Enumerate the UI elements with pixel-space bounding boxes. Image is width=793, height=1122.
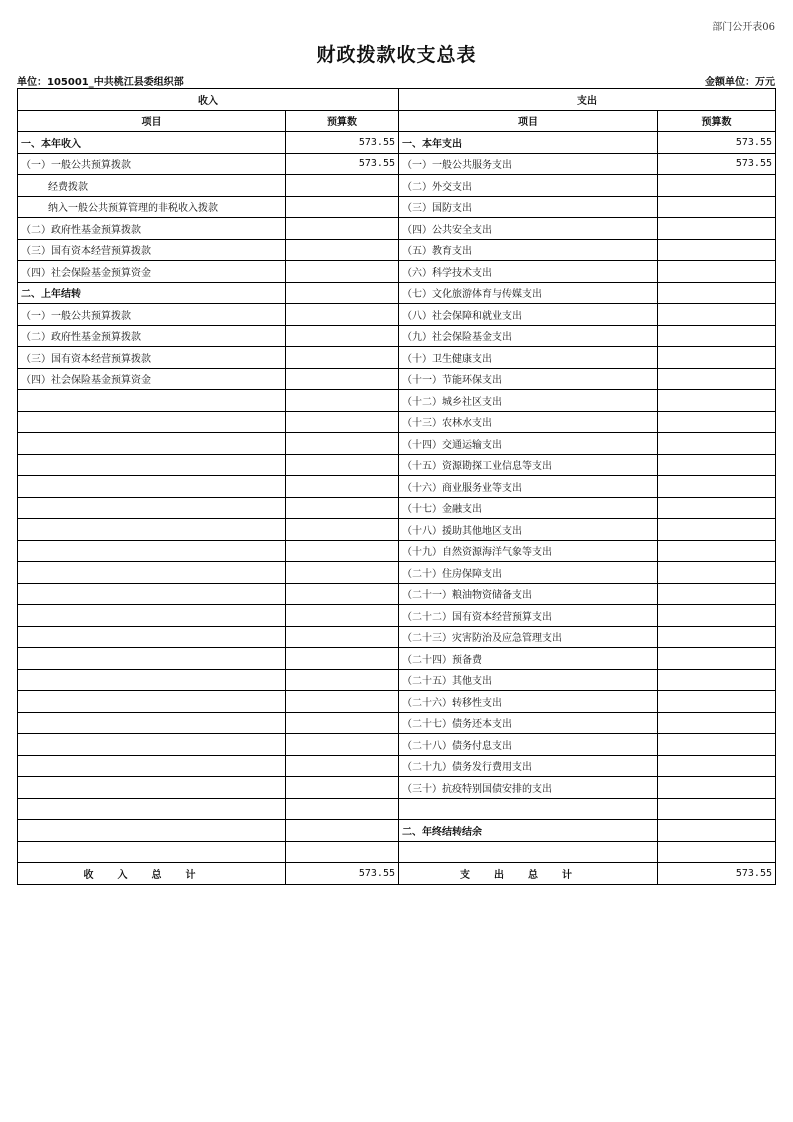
- table-row: [18, 519, 776, 541]
- expense-item-cell: （一）一般公共服务支出: [399, 153, 658, 175]
- expense-budget-cell: [658, 196, 776, 218]
- income-budget-cell: [286, 454, 399, 476]
- table-row: [18, 304, 776, 326]
- table-row: [18, 433, 776, 455]
- table-row: [18, 368, 776, 390]
- income-item-header: 项目: [18, 110, 286, 132]
- income-budget-cell: 573.55: [286, 132, 399, 154]
- table-row: [18, 798, 776, 820]
- expense-item-cell: （四）公共安全支出: [399, 218, 658, 240]
- expense-budget-cell: [658, 218, 776, 240]
- table-row: [18, 175, 776, 197]
- expense-item-cell: [399, 798, 658, 820]
- amount-unit-label: 金额单位：万元: [705, 77, 775, 88]
- expense-budget-cell: [658, 562, 776, 584]
- income-budget-cell: [286, 669, 399, 691]
- column-header-row: [18, 110, 776, 132]
- expense-item-cell: （十七）金融支出: [399, 497, 658, 519]
- income-item-cell: 一、本年收入: [18, 132, 286, 154]
- expense-item-cell: （二十六）转移性支出: [399, 691, 658, 713]
- table-row: [18, 669, 776, 691]
- income-budget-cell: [286, 755, 399, 777]
- income-item-cell: [18, 841, 286, 863]
- expense-budget-cell: [658, 540, 776, 562]
- expense-item-cell: （十一）节能环保支出: [399, 368, 658, 390]
- income-budget-cell: [286, 841, 399, 863]
- expense-budget-cell: [658, 390, 776, 412]
- table-row: [18, 820, 776, 842]
- table-row: [18, 347, 776, 369]
- expense-budget-cell: [658, 798, 776, 820]
- expense-item-cell: （十八）援助其他地区支出: [399, 519, 658, 541]
- income-budget-cell: [286, 540, 399, 562]
- income-budget-cell: [286, 368, 399, 390]
- table-row: [18, 626, 776, 648]
- income-budget-header: 预算数: [286, 110, 399, 132]
- form-code: 部门公开表06: [712, 22, 775, 33]
- income-item-cell: [18, 583, 286, 605]
- income-budget-cell: [286, 605, 399, 627]
- table-row: [18, 712, 776, 734]
- expense-item-cell: （十五）资源勘探工业信息等支出: [399, 454, 658, 476]
- expense-section-header: 支出: [399, 89, 776, 111]
- expense-budget-cell: [658, 648, 776, 670]
- expense-item-cell: 一、本年支出: [399, 132, 658, 154]
- income-item-cell: [18, 691, 286, 713]
- expense-item-header: 项目: [399, 110, 658, 132]
- income-budget-cell: [286, 261, 399, 283]
- expense-item-cell: （二十）住房保障支出: [399, 562, 658, 584]
- income-item-cell: （二）政府性基金预算拨款: [18, 325, 286, 347]
- table-row: [18, 648, 776, 670]
- expense-item-cell: 二、年终结转结余: [399, 820, 658, 842]
- income-budget-cell: 573.55: [286, 153, 399, 175]
- income-item-cell: [18, 755, 286, 777]
- table-row: [18, 755, 776, 777]
- income-item-cell: （三）国有资本经营预算拨款: [18, 239, 286, 261]
- income-item-cell: [18, 798, 286, 820]
- income-item-cell: （四）社会保险基金预算资金: [18, 368, 286, 390]
- page-title: 财政拨款收支总表: [316, 44, 477, 66]
- expense-total-label: 支出总计: [399, 863, 658, 885]
- income-item-cell: [18, 605, 286, 627]
- expense-item-cell: （五）教育支出: [399, 239, 658, 261]
- expense-budget-cell: [658, 304, 776, 326]
- expense-budget-cell: [658, 691, 776, 713]
- income-section-header: 收入: [18, 89, 399, 111]
- report-meta: [17, 73, 775, 88]
- table-body: [18, 132, 776, 863]
- expense-budget-cell: [658, 626, 776, 648]
- expense-budget-cell: 573.55: [658, 132, 776, 154]
- expense-item-cell: （二十二）国有资本经营预算支出: [399, 605, 658, 627]
- expense-item-cell: （二十五）其他支出: [399, 669, 658, 691]
- expense-item-cell: （十六）商业服务业等支出: [399, 476, 658, 498]
- expense-budget-header: 预算数: [658, 110, 776, 132]
- expense-item-cell: （二十三）灾害防治及应急管理支出: [399, 626, 658, 648]
- expense-item-cell: （二）外交支出: [399, 175, 658, 197]
- income-budget-cell: [286, 519, 399, 541]
- income-item-cell: （二）政府性基金预算拨款: [18, 218, 286, 240]
- expense-budget-cell: 573.55: [658, 153, 776, 175]
- income-item-cell: [18, 540, 286, 562]
- section-header-row: [18, 89, 776, 111]
- income-budget-cell: [286, 390, 399, 412]
- expense-item-cell: （三十）抗疫特别国债安排的支出: [399, 777, 658, 799]
- table-row: [18, 497, 776, 519]
- expense-item-cell: （八）社会保障和就业支出: [399, 304, 658, 326]
- income-budget-cell: [286, 325, 399, 347]
- income-item-cell: [18, 777, 286, 799]
- expense-budget-cell: [658, 433, 776, 455]
- income-item-cell: [18, 390, 286, 412]
- expense-budget-cell: [658, 261, 776, 283]
- income-budget-cell: [286, 820, 399, 842]
- expense-item-cell: （十）卫生健康支出: [399, 347, 658, 369]
- expense-budget-cell: [658, 325, 776, 347]
- income-item-cell: [18, 519, 286, 541]
- expense-total-value: 573.55: [658, 863, 776, 885]
- table-row: [18, 196, 776, 218]
- table-row: [18, 390, 776, 412]
- table-row: [18, 691, 776, 713]
- table-row: [18, 605, 776, 627]
- table-row: [18, 411, 776, 433]
- table-row: [18, 476, 776, 498]
- expense-item-cell: [399, 841, 658, 863]
- income-budget-cell: [286, 648, 399, 670]
- income-total-value: 573.55: [286, 863, 399, 885]
- income-item-cell: 纳入一般公共预算管理的非税收入拨款: [18, 196, 286, 218]
- expense-budget-cell: [658, 712, 776, 734]
- table-row: [18, 734, 776, 756]
- income-budget-cell: [286, 347, 399, 369]
- income-budget-cell: [286, 218, 399, 240]
- income-item-cell: [18, 712, 286, 734]
- income-item-cell: [18, 626, 286, 648]
- table-row: [18, 325, 776, 347]
- income-item-cell: [18, 562, 286, 584]
- expense-item-cell: （六）科学技术支出: [399, 261, 658, 283]
- expense-item-cell: （三）国防支出: [399, 196, 658, 218]
- expense-item-cell: （十四）交通运输支出: [399, 433, 658, 455]
- income-budget-cell: [286, 476, 399, 498]
- expense-budget-cell: [658, 497, 776, 519]
- income-budget-cell: [286, 626, 399, 648]
- table-row: [18, 282, 776, 304]
- income-item-cell: [18, 648, 286, 670]
- expense-item-cell: （七）文化旅游体育与传媒支出: [399, 282, 658, 304]
- income-budget-cell: [286, 411, 399, 433]
- expense-item-cell: （二十八）债务付息支出: [399, 734, 658, 756]
- expense-item-cell: （二十四）预备费: [399, 648, 658, 670]
- income-item-cell: [18, 669, 286, 691]
- expense-budget-cell: [658, 583, 776, 605]
- table-row: [18, 261, 776, 283]
- expense-item-cell: （十二）城乡社区支出: [399, 390, 658, 412]
- expense-budget-cell: [658, 605, 776, 627]
- table-row: [18, 540, 776, 562]
- income-budget-cell: [286, 562, 399, 584]
- table-row: [18, 218, 776, 240]
- income-item-cell: [18, 411, 286, 433]
- expense-budget-cell: [658, 454, 776, 476]
- income-total-label: 收入总计: [18, 863, 286, 885]
- income-item-cell: [18, 734, 286, 756]
- income-item-cell: （四）社会保险基金预算资金: [18, 261, 286, 283]
- income-budget-cell: [286, 239, 399, 261]
- expense-budget-cell: [658, 669, 776, 691]
- expense-budget-cell: [658, 820, 776, 842]
- expense-budget-cell: [658, 476, 776, 498]
- fiscal-summary-table: [17, 88, 776, 885]
- income-budget-cell: [286, 712, 399, 734]
- table-row: [18, 132, 776, 154]
- expense-item-cell: （二十一）粮油物资储备支出: [399, 583, 658, 605]
- income-budget-cell: [286, 196, 399, 218]
- income-item-cell: 经费拨款: [18, 175, 286, 197]
- income-budget-cell: [286, 304, 399, 326]
- income-budget-cell: [286, 433, 399, 455]
- income-budget-cell: [286, 497, 399, 519]
- income-item-cell: （一）一般公共预算拨款: [18, 304, 286, 326]
- expense-budget-cell: [658, 519, 776, 541]
- income-item-cell: [18, 476, 286, 498]
- unit-label: 单位：105001_中共桃江县委组织部: [17, 77, 184, 88]
- expense-budget-cell: [658, 411, 776, 433]
- expense-budget-cell: [658, 239, 776, 261]
- income-item-cell: [18, 454, 286, 476]
- table-row: [18, 562, 776, 584]
- expense-budget-cell: [658, 347, 776, 369]
- income-budget-cell: [286, 777, 399, 799]
- expense-budget-cell: [658, 777, 776, 799]
- table-row: [18, 841, 776, 863]
- income-item-cell: （三）国有资本经营预算拨款: [18, 347, 286, 369]
- income-item-cell: 二、上年结转: [18, 282, 286, 304]
- table-row: [18, 239, 776, 261]
- expense-budget-cell: [658, 734, 776, 756]
- table-row: [18, 153, 776, 175]
- expense-item-cell: （二十九）债务发行费用支出: [399, 755, 658, 777]
- income-budget-cell: [286, 282, 399, 304]
- expense-item-cell: （二十七）债务还本支出: [399, 712, 658, 734]
- expense-item-cell: （九）社会保险基金支出: [399, 325, 658, 347]
- income-item-cell: [18, 497, 286, 519]
- table-row: [18, 777, 776, 799]
- income-budget-cell: [286, 583, 399, 605]
- expense-item-cell: （十九）自然资源海洋气象等支出: [399, 540, 658, 562]
- income-item-cell: [18, 820, 286, 842]
- expense-budget-cell: [658, 755, 776, 777]
- income-item-cell: （一）一般公共预算拨款: [18, 153, 286, 175]
- table-row: [18, 583, 776, 605]
- income-item-cell: [18, 433, 286, 455]
- income-budget-cell: [286, 734, 399, 756]
- expense-budget-cell: [658, 368, 776, 390]
- income-budget-cell: [286, 798, 399, 820]
- table-row: [18, 454, 776, 476]
- total-row: [18, 863, 776, 885]
- expense-budget-cell: [658, 282, 776, 304]
- expense-budget-cell: [658, 175, 776, 197]
- expense-item-cell: （十三）农林水支出: [399, 411, 658, 433]
- income-budget-cell: [286, 175, 399, 197]
- income-budget-cell: [286, 691, 399, 713]
- expense-budget-cell: [658, 841, 776, 863]
